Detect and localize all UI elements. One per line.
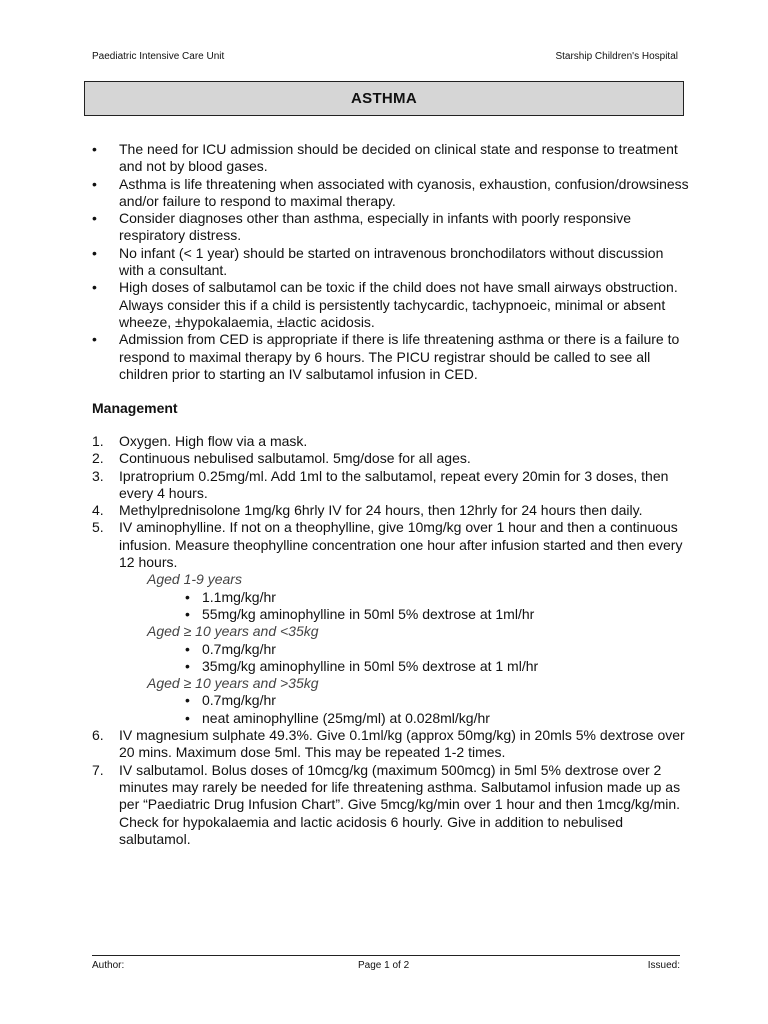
management-step: 2. Continuous nebulised salbutamol. 5mg/dose for all ages. xyxy=(92,450,471,467)
footer-issued: Issued: xyxy=(647,960,680,971)
list-item: • 0.7mg/kg/hr xyxy=(185,640,276,657)
page-header xyxy=(92,51,678,65)
header-hospital: Starship Children's Hospital xyxy=(555,51,678,62)
page-title: ASTHMA xyxy=(351,90,417,107)
bullet-icon: • xyxy=(185,709,190,726)
bullet-icon: • xyxy=(185,692,190,709)
management-step: 4. Methylprednisolone 1mg/kg 6hrly IV for 24 hours, then 12hrly for 24 hours then daily. xyxy=(92,502,643,519)
list-item: • Consider diagnoses other than asthma, especially in infants with poorly responsive respiratory distress. xyxy=(92,210,632,244)
list-item: • Asthma is life threatening when associated with cyanosis, exhaustion, confusion/drowsiness and/or failure to respond to maximal therapy. xyxy=(92,175,689,209)
dosing-group: Aged ≥ 10 years and <35kg • 0.7mg/kg/hr • 35mg/kg aminophylline in 50ml 5% dextrose at 1 ml/hr xyxy=(147,623,692,675)
management-step: 7. IV salbutamol. Bolus doses of 10mcg/kg (maximum 500mcg) in 5ml 5% dextrose over 2 minutes may rarely be needed for life threatening asthma. Salbutamol infusion made up as per “Paediatric Drug Infusion Chart”. Give 5mcg/kg/min over 1 hour and then 1mcg/kg/min. Check for hypokalaemia and lactic acidosis 6 hourly. Give in addition to nebulised salbutamol. xyxy=(92,761,681,847)
dosing-group: Aged 1-9 years • 1.1mg/kg/hr • 55mg/kg aminophylline in 50ml 5% dextrose at 1ml/hr xyxy=(147,571,692,623)
title-box xyxy=(84,81,684,116)
management-step: 6. IV magnesium sulphate 49.3%. Give 0.1ml/kg (approx 50mg/kg) in 20mls 5% dextrose over 20 mins. Maximum dose 5ml. This may be repeated 1-2 times. xyxy=(92,727,685,761)
footer-page-number: Page 1 of 2 xyxy=(358,960,410,971)
list-item: • 55mg/kg aminophylline in 50ml 5% dextrose at 1ml/hr xyxy=(185,605,535,622)
bullet-icon: • xyxy=(185,605,190,622)
header-unit: Paediatric Intensive Care Unit xyxy=(92,51,225,62)
footer-divider xyxy=(92,955,680,956)
list-item: • 1.1mg/kg/hr xyxy=(185,588,276,605)
list-item: • neat aminophylline (25mg/ml) at 0.028ml/kg/hr xyxy=(185,709,490,726)
list-item: • The need for ICU admission should be decided on clinical state and response to treatment and not by blood gases. xyxy=(92,141,678,175)
management-steps xyxy=(92,433,692,848)
management-step: 5. IV aminophylline. If not on a theophylline, give 10mg/kg over 1 hour and then a continuous infusion. Measure theophylline concentration one hour after infusion started and then every 12 hours. Aged 1-9 years • 1.1mg/kg/hr • 55mg/kg aminophylline in 50ml 5% dextrose at 1ml/hr Aged ≥ 10 years and <35kg • 0.7mg/kg/hr • 35mg/kg aminophylline in 50ml 5% dextrose at 1 ml/hr Aged ≥ 10 years and >35kg • 0.7mg/kg/hr • neat aminophylline (25mg/ml) at 0.028ml/kg/hr xyxy=(92,519,692,727)
list-item: • 0.7mg/kg/hr xyxy=(185,692,276,709)
management-step: 1. Oxygen. High flow via a mask. xyxy=(92,433,308,449)
list-item: • No infant (< 1 year) should be started on intravenous bronchodilators without discussion with a consultant. xyxy=(92,244,664,279)
bullet-icon: • xyxy=(92,279,97,296)
bullet-icon: • xyxy=(92,331,97,348)
dosing-group: Aged ≥ 10 years and >35kg • 0.7mg/kg/hr • neat aminophylline (25mg/ml) at 0.028ml/kg/hr xyxy=(147,675,692,727)
management-heading: Management xyxy=(92,400,178,416)
aminophylline-dosing xyxy=(119,571,692,727)
list-item: • 35mg/kg aminophylline in 50ml 5% dextrose at 1 ml/hr xyxy=(185,657,539,674)
list-item: • High doses of salbutamol can be toxic if the child does not have small airways obstruction. Always consider this if a child is persistently tachycardic, tachypnoeic, minimal or absent wheeze, ±hypokalaemia, ±lactic acidosis. xyxy=(92,279,678,330)
list-item: • Admission from CED is appropriate if there is life threatening asthma or there is a failure to respond to maximal therapy by 6 hours. The PICU registrar should be called to see all children prior to starting an IV salbutamol infusion in CED. xyxy=(92,331,680,382)
bullet-icon: • xyxy=(92,210,97,227)
footer-author: Author: xyxy=(92,960,125,971)
bullet-icon: • xyxy=(185,588,190,605)
bullet-icon: • xyxy=(92,244,97,261)
bullet-icon: • xyxy=(92,141,97,157)
intro-bullet-list xyxy=(92,141,692,383)
management-step: 3. Ipratroprium 0.25mg/ml. Add 1ml to the salbutamol, repeat every 20min for 3 doses, then every 4 hours. xyxy=(92,467,669,501)
bullet-icon: • xyxy=(92,175,97,192)
bullet-icon: • xyxy=(185,657,190,674)
bullet-icon: • xyxy=(185,640,190,657)
